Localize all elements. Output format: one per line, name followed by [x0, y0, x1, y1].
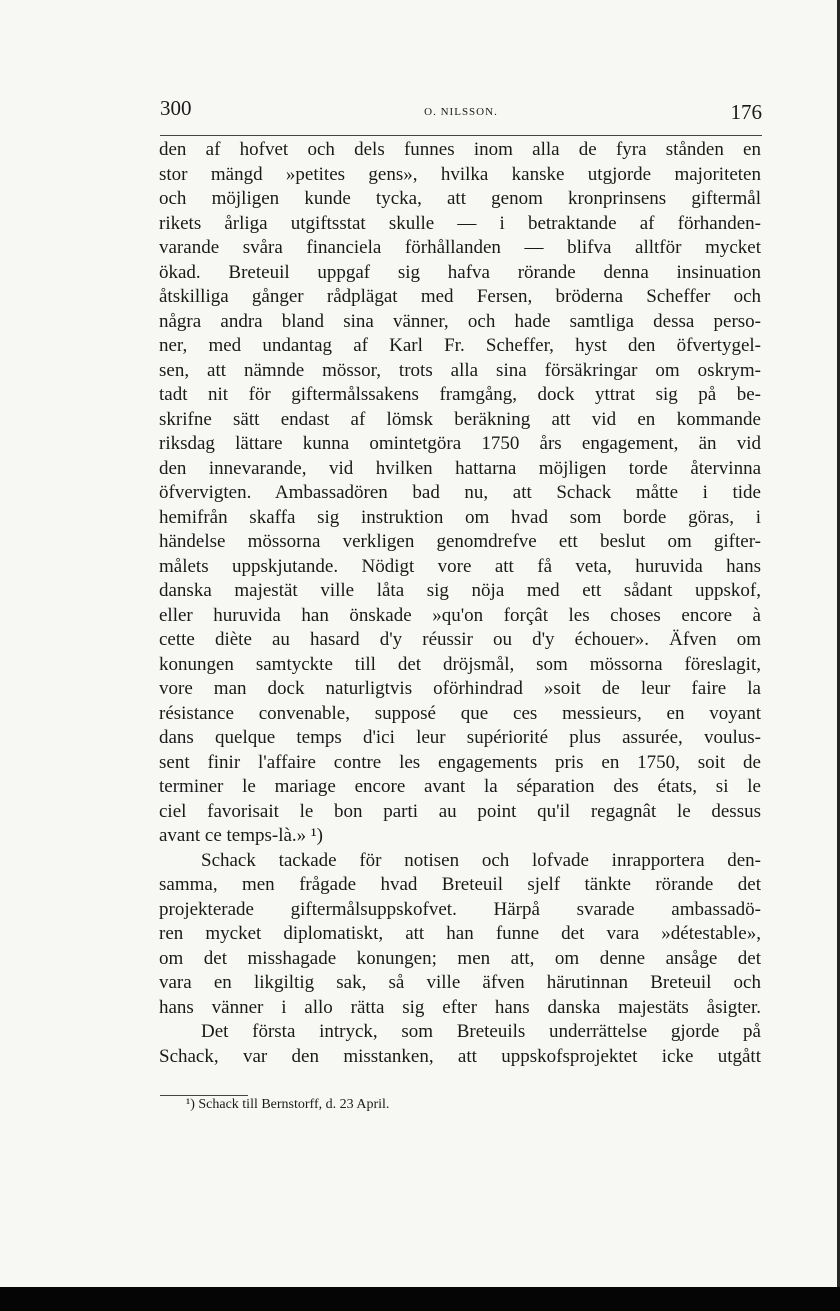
text-line: cette diète au hasard d'y réussir ou d'y échouer». Äfven om	[159, 629, 761, 650]
text-line: samma, men frågade hvad Breteuil sjelf tänkte rörande det	[159, 874, 761, 895]
text-line: skrifne sätt endast af lömsk beräkning att vid en kommande	[159, 408, 761, 430]
body-text	[159, 138, 761, 1069]
text-line: den af hofvet och dels funnes inom alla de fyra stånden en	[159, 139, 761, 160]
text-line: dans quelque temps d'ici leur supériorité plus assurée, voulus-	[159, 727, 761, 748]
running-head: O. NILSSON.	[424, 106, 498, 118]
scan-bottom-edge	[0, 1287, 840, 1311]
paragraph-start-line: Det första intryck, som Breteuils underrättelse gjorde på	[201, 1021, 761, 1042]
text-line: varande svåra financiela förhållanden — blifva alltför mycket	[159, 237, 761, 258]
text-line: eller huruvida han önskade »qu'on forçât les choses encore à	[159, 604, 761, 626]
text-line: vore man dock naturligtvis oförhindrad »soit de leur faire la	[159, 678, 761, 699]
text-line: stor mängd »petites gens», hvilka kanske utgjorde majoriteten	[159, 163, 761, 185]
text-line: hemifrån skaffa sig instruktion om hvad som borde göras, i	[159, 506, 761, 528]
text-line: hans vänner i allo rätta sig efter hans danska majestäts åsigter.	[159, 996, 761, 1018]
text-line: danska majestät ville låta sig nöja med ett sådant uppskof,	[159, 580, 761, 601]
text-line: händelse mössorna verkligen genomdrefve ett beslut om gifter-	[159, 531, 761, 552]
text-line: sen, att nämnde mössor, trots alla sina försäkringar om oskrym-	[159, 359, 761, 381]
text-line: riksdag lättare kunna omintetgöra 1750 års engagement, än vid	[159, 433, 761, 454]
text-line: ciel favorisait le bon parti au point qu'il regagnât le dessus	[159, 800, 761, 822]
text-line: målets uppskjutande. Nödigt vore att få veta, huruvida hans	[159, 555, 761, 577]
text-line: ner, med undantag af Karl Fr. Scheffer, hyst den öfvertygel-	[159, 335, 761, 356]
header-rule	[160, 135, 762, 136]
text-line: vara en likgiltig sak, så ville äfven härutinnan Breteuil och	[159, 972, 761, 993]
page-number-left: 300	[160, 96, 192, 120]
text-line: sent finir l'affaire contre les engagements pris en 1750, soit de	[159, 751, 761, 773]
text-line: avant ce temps-là.» ¹)	[159, 825, 323, 846]
page-number-right: 176	[730, 100, 762, 124]
text-line: och möjligen kunde tycka, att genom kronprinsens giftermål	[159, 188, 761, 209]
text-line: om det misshagade konungen; men att, om denne ansåge det	[159, 947, 761, 969]
text-line: résistance convenable, supposé que ces messieurs, en voyant	[159, 702, 761, 724]
footnote-marker: ¹)	[186, 1097, 195, 1112]
text-line: konungen samtyckte till det dröjsmål, som mössorna föreslagit,	[159, 653, 761, 675]
text-line: rikets årliga utgiftsstat skulle — i betraktande af förhanden-	[159, 212, 761, 234]
text-line: åtskilliga gånger rådplägat med Fersen, bröderna Scheffer och	[159, 286, 761, 307]
text-line: några andra bland sina vänner, och hade samtliga dessa perso-	[159, 310, 761, 332]
footnote-rule	[160, 1095, 248, 1096]
text-line: ökad. Breteuil uppgaf sig hafva rörande denna insinuation	[159, 261, 761, 283]
text-line: öfvervigten. Ambassadören bad nu, att Schack måtte i tide	[159, 482, 761, 503]
text-line: Schack, var den misstanken, att uppskofsprojektet icke utgått	[159, 1045, 761, 1067]
footnote	[186, 1097, 389, 1113]
paragraph-start-line: Schack tackade för notisen och lofvade inrapportera den-	[201, 849, 761, 871]
text-line: ren mycket diplomatiskt, att han funne det vara »détestable»,	[159, 923, 761, 944]
text-line: terminer le mariage encore avant la séparation des états, si le	[159, 776, 761, 797]
text-line: tadt nit för giftermålssakens framgång, dock yttrat sig på be-	[159, 384, 761, 405]
footnote-text: Schack till Bernstorff, d. 23 April.	[198, 1097, 390, 1112]
page-header	[160, 96, 762, 130]
text-line: den innevarande, vid hvilken hattarna möjligen torde återvinna	[159, 457, 761, 479]
text-line: projekterade giftermålsuppskofvet. Härpå svarade ambassadö-	[159, 898, 761, 920]
